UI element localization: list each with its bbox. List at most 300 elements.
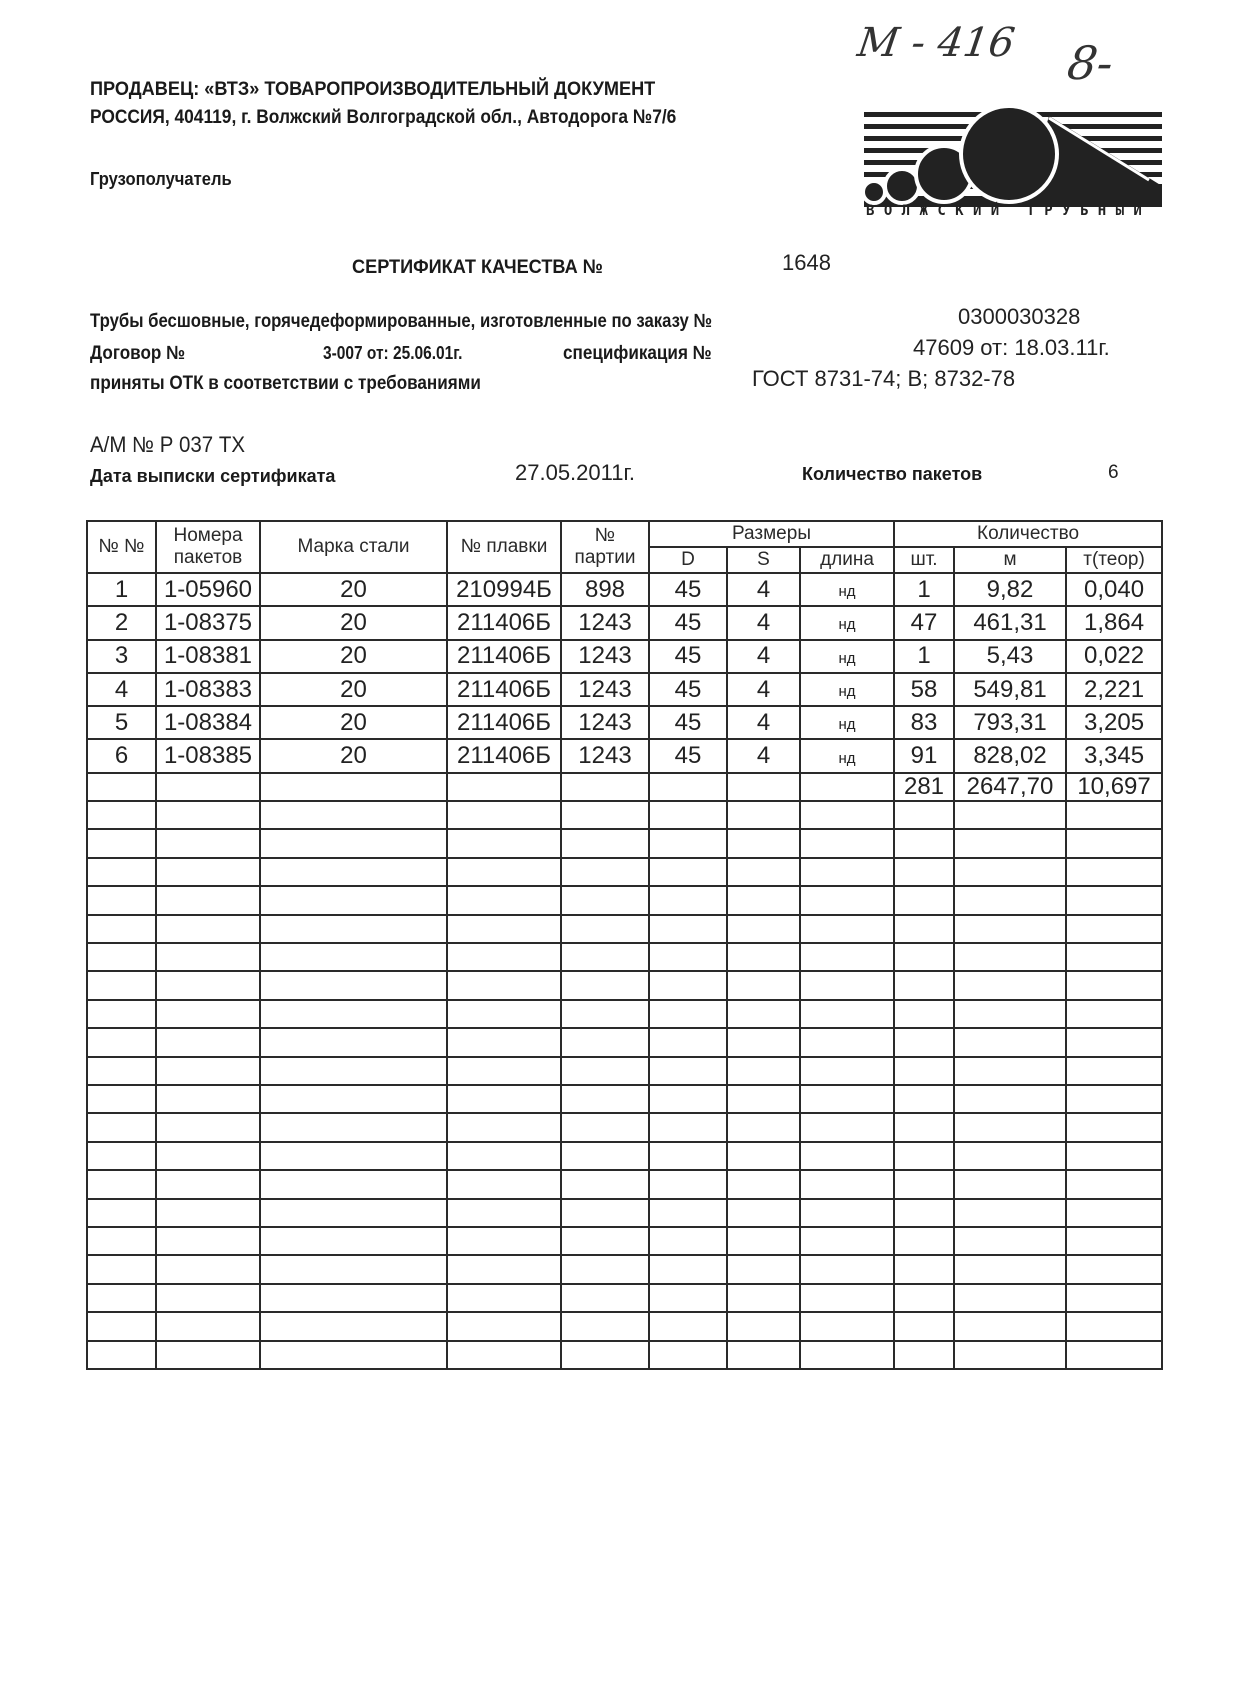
- cell-empty: [894, 1312, 954, 1340]
- cell-empty: [260, 801, 447, 829]
- cell-empty: [561, 971, 649, 999]
- cell-empty: [649, 1284, 727, 1312]
- cell-s: 4: [727, 673, 800, 706]
- cell-d: 45: [649, 706, 727, 739]
- cell-grade: 20: [260, 606, 447, 639]
- cell-empty: [1066, 801, 1162, 829]
- logo-caption: ВОЛЖСКИЙ ТРУБНЫЙ: [866, 203, 1152, 219]
- cell-empty: [260, 1341, 447, 1369]
- cell-empty: [954, 943, 1066, 971]
- cell-empty: [447, 858, 561, 886]
- cell-empty: [87, 1227, 156, 1255]
- cell-empty: [727, 801, 800, 829]
- cell-batch: 1243: [561, 606, 649, 639]
- cell-empty: [156, 1199, 260, 1227]
- cell-empty: [954, 1341, 1066, 1369]
- cell-empty: [156, 801, 260, 829]
- cell-m: 549,81: [954, 673, 1066, 706]
- cell-empty: [447, 1284, 561, 1312]
- cell-empty: [894, 971, 954, 999]
- cell-empty: [447, 1312, 561, 1340]
- cell-empty: [954, 801, 1066, 829]
- cell-empty: [727, 829, 800, 857]
- cell-empty: [156, 1227, 260, 1255]
- cell-grade: 20: [260, 739, 447, 772]
- cell-empty: [954, 1085, 1066, 1113]
- cell-t: 0,040: [1066, 573, 1162, 606]
- cell-package: 1-08383: [156, 673, 260, 706]
- cell-empty: [156, 1142, 260, 1170]
- cell-grade: 20: [260, 640, 447, 673]
- cell-empty: [1066, 1227, 1162, 1255]
- cell-empty: [894, 886, 954, 914]
- cell-empty: [954, 1170, 1066, 1198]
- cell-empty: [1066, 1199, 1162, 1227]
- cell-empty: [649, 1199, 727, 1227]
- cell-empty: [727, 773, 800, 801]
- cell-empty: [561, 1199, 649, 1227]
- cell-t: 3,205: [1066, 706, 1162, 739]
- cell-m: 828,02: [954, 739, 1066, 772]
- cell-empty: [561, 1028, 649, 1056]
- cell-m: 793,31: [954, 706, 1066, 739]
- accepted-label: приняты ОТК в соответствии с требованиями: [90, 373, 481, 394]
- cell-empty: [260, 1085, 447, 1113]
- cell-empty: [156, 886, 260, 914]
- cell-empty: [561, 1227, 649, 1255]
- cell-empty: [800, 943, 894, 971]
- cell-empty: [260, 1255, 447, 1283]
- header-quantity: Количество: [894, 521, 1162, 547]
- cell-num: 3: [87, 640, 156, 673]
- cell-empty: [727, 858, 800, 886]
- cell-empty: [1066, 1170, 1162, 1198]
- cell-heat: 211406Б: [447, 606, 561, 639]
- handwritten-mark: 8-: [1064, 36, 1117, 90]
- cell-empty: [649, 858, 727, 886]
- cell-empty: [800, 1199, 894, 1227]
- empty-row: [87, 1255, 1162, 1283]
- cell-empty: [260, 1000, 447, 1028]
- cell-empty: [447, 829, 561, 857]
- cell-empty: [1066, 915, 1162, 943]
- empty-row: [87, 886, 1162, 914]
- cell-heat: 210994Б: [447, 573, 561, 606]
- cell-empty: [1066, 1341, 1162, 1369]
- header-s: S: [727, 547, 800, 573]
- cell-empty: [894, 1000, 954, 1028]
- cell-num: 2: [87, 606, 156, 639]
- cell-empty: [447, 1199, 561, 1227]
- cell-empty: [87, 943, 156, 971]
- cell-empty: [87, 1199, 156, 1227]
- cell-empty: [649, 829, 727, 857]
- empty-row: [87, 829, 1162, 857]
- total-t: 10,697: [1066, 773, 1162, 801]
- cell-empty: [800, 1170, 894, 1198]
- cell-length: нд: [800, 640, 894, 673]
- vehicle-number: А/М № Р 037 ТХ: [90, 432, 245, 457]
- empty-row: [87, 1000, 1162, 1028]
- cell-package: 1-08381: [156, 640, 260, 673]
- cell-empty: [894, 1227, 954, 1255]
- seller-line-1: ПРОДАВЕЦ: «ВТЗ» ТОВАРОПРОИЗВОДИТЕЛЬНЫЙ ДОКУМЕНТ: [90, 78, 656, 100]
- cell-empty: [649, 1170, 727, 1198]
- cell-empty: [260, 943, 447, 971]
- certificate-table: [86, 520, 1163, 1370]
- empty-row: [87, 1057, 1162, 1085]
- cell-empty: [954, 915, 1066, 943]
- cell-empty: [260, 858, 447, 886]
- cell-empty: [87, 801, 156, 829]
- cell-empty: [649, 943, 727, 971]
- cell-empty: [800, 801, 894, 829]
- cell-package: 1-08384: [156, 706, 260, 739]
- cell-d: 45: [649, 673, 727, 706]
- header-pcs: шт.: [894, 547, 954, 573]
- cell-empty: [87, 1312, 156, 1340]
- header-package-numbers: [156, 521, 260, 573]
- cell-length: нд: [800, 573, 894, 606]
- cell-empty: [800, 858, 894, 886]
- spec-value: 47609 от: 18.03.11г.: [913, 335, 1110, 360]
- cell-s: 4: [727, 640, 800, 673]
- empty-row: [87, 1170, 1162, 1198]
- cell-empty: [894, 915, 954, 943]
- cell-empty: [649, 1255, 727, 1283]
- header-length: длина: [800, 547, 894, 573]
- cell-num: 4: [87, 673, 156, 706]
- cell-empty: [1066, 943, 1162, 971]
- cell-empty: [561, 858, 649, 886]
- cell-empty: [156, 1170, 260, 1198]
- cell-empty: [447, 971, 561, 999]
- cell-empty: [894, 1085, 954, 1113]
- cell-empty: [800, 1085, 894, 1113]
- cell-empty: [87, 971, 156, 999]
- cell-empty: [649, 886, 727, 914]
- total-m: 2647,70: [954, 773, 1066, 801]
- cell-empty: [561, 915, 649, 943]
- cell-empty: [727, 1227, 800, 1255]
- packages-label: Количество пакетов: [802, 464, 983, 484]
- table-row: [87, 640, 1162, 673]
- cell-empty: [800, 1341, 894, 1369]
- cell-empty: [649, 773, 727, 801]
- total-row: [87, 773, 1162, 801]
- header-steel-grade: Марка стали: [260, 521, 447, 573]
- cell-empty: [727, 1170, 800, 1198]
- cell-pcs: 91: [894, 739, 954, 772]
- empty-row: [87, 1341, 1162, 1369]
- cell-empty: [87, 1142, 156, 1170]
- cell-empty: [87, 1057, 156, 1085]
- cell-empty: [800, 1284, 894, 1312]
- cell-pcs: 47: [894, 606, 954, 639]
- spec-label: спецификация №: [563, 343, 712, 364]
- cell-pcs: 58: [894, 673, 954, 706]
- empty-row: [87, 858, 1162, 886]
- cell-m: 5,43: [954, 640, 1066, 673]
- cell-empty: [447, 1057, 561, 1085]
- cell-empty: [447, 1227, 561, 1255]
- empty-row: [87, 915, 1162, 943]
- empty-row: [87, 1085, 1162, 1113]
- cell-empty: [727, 971, 800, 999]
- cell-empty: [800, 1113, 894, 1141]
- certificate-title: СЕРТИФИКАТ КАЧЕСТВА №: [352, 256, 603, 278]
- cell-empty: [1066, 1000, 1162, 1028]
- header-m: м: [954, 547, 1066, 573]
- cell-empty: [561, 773, 649, 801]
- cell-empty: [561, 1000, 649, 1028]
- cell-empty: [1066, 858, 1162, 886]
- contract-label: Договор №: [90, 343, 186, 364]
- table-row: [87, 739, 1162, 772]
- cell-empty: [894, 858, 954, 886]
- cell-empty: [649, 1227, 727, 1255]
- cell-empty: [561, 1284, 649, 1312]
- cell-s: 4: [727, 573, 800, 606]
- cell-empty: [894, 943, 954, 971]
- cell-heat: 211406Б: [447, 640, 561, 673]
- cell-empty: [156, 915, 260, 943]
- cell-t: 2,221: [1066, 673, 1162, 706]
- cell-empty: [561, 1341, 649, 1369]
- cell-empty: [447, 886, 561, 914]
- empty-row: [87, 1284, 1162, 1312]
- cell-grade: 20: [260, 673, 447, 706]
- cell-empty: [727, 915, 800, 943]
- cell-empty: [447, 773, 561, 801]
- cell-empty: [561, 1142, 649, 1170]
- cell-empty: [156, 858, 260, 886]
- table-row: [87, 706, 1162, 739]
- cell-empty: [561, 1312, 649, 1340]
- cell-empty: [727, 943, 800, 971]
- cell-empty: [1066, 1028, 1162, 1056]
- cell-t: 3,345: [1066, 739, 1162, 772]
- cell-t: 1,864: [1066, 606, 1162, 639]
- cell-empty: [156, 943, 260, 971]
- cell-empty: [800, 1028, 894, 1056]
- cell-empty: [954, 829, 1066, 857]
- empty-row: [87, 1142, 1162, 1170]
- cell-empty: [800, 1000, 894, 1028]
- cell-empty: [894, 801, 954, 829]
- cell-length: нд: [800, 673, 894, 706]
- cell-empty: [447, 1028, 561, 1056]
- cell-package: 1-08375: [156, 606, 260, 639]
- cell-empty: [156, 1284, 260, 1312]
- cell-empty: [156, 1113, 260, 1141]
- cell-empty: [87, 773, 156, 801]
- cell-empty: [156, 829, 260, 857]
- consignee-label: Грузополучатель: [90, 169, 232, 189]
- cell-empty: [447, 1341, 561, 1369]
- issue-date-value: 27.05.2011г.: [515, 460, 635, 485]
- table-row: [87, 673, 1162, 706]
- cell-empty: [156, 1057, 260, 1085]
- cell-empty: [1066, 1142, 1162, 1170]
- cell-empty: [800, 915, 894, 943]
- cell-heat: 211406Б: [447, 706, 561, 739]
- cell-empty: [260, 886, 447, 914]
- cell-empty: [561, 1085, 649, 1113]
- empty-row: [87, 943, 1162, 971]
- header-num: № №: [87, 521, 156, 573]
- cell-empty: [156, 773, 260, 801]
- order-label: Трубы бесшовные, горячедеформированные, изготовленные по заказу №: [90, 311, 713, 332]
- cell-empty: [649, 1028, 727, 1056]
- empty-row: [87, 1312, 1162, 1340]
- cell-empty: [727, 1142, 800, 1170]
- cell-batch: 1243: [561, 640, 649, 673]
- handwritten-code: М - 416: [854, 20, 1018, 66]
- cell-empty: [447, 915, 561, 943]
- table-row: [87, 573, 1162, 606]
- cell-num: 1: [87, 573, 156, 606]
- cell-empty: [156, 1085, 260, 1113]
- cell-empty: [260, 1312, 447, 1340]
- cell-empty: [87, 1113, 156, 1141]
- cell-empty: [727, 1284, 800, 1312]
- cell-empty: [727, 1000, 800, 1028]
- cell-empty: [954, 886, 1066, 914]
- cell-empty: [894, 1170, 954, 1198]
- issue-date-label: Дата выписки сертификата: [90, 466, 336, 486]
- cell-empty: [447, 1000, 561, 1028]
- cell-empty: [727, 1057, 800, 1085]
- cell-empty: [447, 943, 561, 971]
- cell-pcs: 83: [894, 706, 954, 739]
- empty-row: [87, 971, 1162, 999]
- cell-empty: [561, 829, 649, 857]
- cell-d: 45: [649, 573, 727, 606]
- cell-empty: [954, 971, 1066, 999]
- empty-row: [87, 1227, 1162, 1255]
- cell-empty: [894, 829, 954, 857]
- cell-empty: [894, 1028, 954, 1056]
- cell-empty: [727, 1199, 800, 1227]
- cell-empty: [1066, 886, 1162, 914]
- cell-empty: [87, 1085, 156, 1113]
- cell-empty: [87, 1255, 156, 1283]
- cell-empty: [727, 1341, 800, 1369]
- cell-empty: [894, 1199, 954, 1227]
- cell-empty: [894, 1284, 954, 1312]
- cell-empty: [260, 1142, 447, 1170]
- cell-empty: [649, 1341, 727, 1369]
- cell-empty: [156, 1255, 260, 1283]
- cell-empty: [561, 943, 649, 971]
- seller-address: РОССИЯ, 404119, г. Волжский Волгоградской обл., Автодорога №7/6: [90, 106, 677, 128]
- cell-empty: [1066, 1113, 1162, 1141]
- cell-empty: [727, 1028, 800, 1056]
- cell-empty: [561, 1057, 649, 1085]
- cell-length: нд: [800, 739, 894, 772]
- cell-empty: [87, 915, 156, 943]
- cell-empty: [87, 1028, 156, 1056]
- header-package-numbers-text: Номера пакетов: [173, 525, 243, 568]
- cell-empty: [727, 1312, 800, 1340]
- cell-empty: [1066, 1284, 1162, 1312]
- cell-empty: [260, 1227, 447, 1255]
- cell-empty: [561, 1255, 649, 1283]
- cell-empty: [800, 1312, 894, 1340]
- cell-empty: [260, 1199, 447, 1227]
- cell-empty: [649, 1142, 727, 1170]
- cell-length: нд: [800, 606, 894, 639]
- cell-empty: [727, 1113, 800, 1141]
- cell-s: 4: [727, 606, 800, 639]
- cell-empty: [954, 1255, 1066, 1283]
- cell-empty: [156, 1028, 260, 1056]
- cell-empty: [954, 1199, 1066, 1227]
- cell-empty: [561, 1170, 649, 1198]
- total-pcs: 281: [894, 773, 954, 801]
- cell-empty: [800, 1057, 894, 1085]
- cell-empty: [156, 1312, 260, 1340]
- cell-empty: [649, 801, 727, 829]
- cell-empty: [447, 1113, 561, 1141]
- cell-empty: [727, 886, 800, 914]
- cell-empty: [260, 1057, 447, 1085]
- order-number: 0300030328: [958, 304, 1081, 329]
- cell-t: 0,022: [1066, 640, 1162, 673]
- cell-empty: [649, 1113, 727, 1141]
- cell-empty: [1066, 1085, 1162, 1113]
- cell-empty: [727, 1085, 800, 1113]
- cell-grade: 20: [260, 573, 447, 606]
- cell-empty: [260, 1113, 447, 1141]
- empty-row: [87, 1113, 1162, 1141]
- cell-empty: [800, 1255, 894, 1283]
- cell-package: 1-08385: [156, 739, 260, 772]
- cell-empty: [800, 773, 894, 801]
- cell-m: 9,82: [954, 573, 1066, 606]
- cell-num: 5: [87, 706, 156, 739]
- cell-empty: [260, 1284, 447, 1312]
- cell-empty: [561, 1113, 649, 1141]
- cell-empty: [727, 1255, 800, 1283]
- cell-empty: [954, 1028, 1066, 1056]
- cell-empty: [894, 1057, 954, 1085]
- gost-standards: ГОСТ 8731-74; В; 8732-78: [752, 366, 1016, 391]
- cell-empty: [894, 1341, 954, 1369]
- cell-d: 45: [649, 739, 727, 772]
- empty-row: [87, 801, 1162, 829]
- header-heat-no: № плавки: [447, 521, 561, 573]
- empty-row: [87, 1199, 1162, 1227]
- header-sizes: Размеры: [649, 521, 894, 547]
- cell-empty: [894, 1142, 954, 1170]
- cell-empty: [87, 886, 156, 914]
- cell-empty: [260, 1028, 447, 1056]
- cell-empty: [800, 1227, 894, 1255]
- cell-empty: [1066, 1255, 1162, 1283]
- cell-empty: [1066, 971, 1162, 999]
- cell-empty: [260, 829, 447, 857]
- cell-empty: [87, 1000, 156, 1028]
- cell-empty: [260, 1170, 447, 1198]
- cell-empty: [87, 1170, 156, 1198]
- cell-empty: [954, 1284, 1066, 1312]
- cell-empty: [800, 829, 894, 857]
- cell-empty: [954, 1227, 1066, 1255]
- cell-empty: [954, 1142, 1066, 1170]
- cell-grade: 20: [260, 706, 447, 739]
